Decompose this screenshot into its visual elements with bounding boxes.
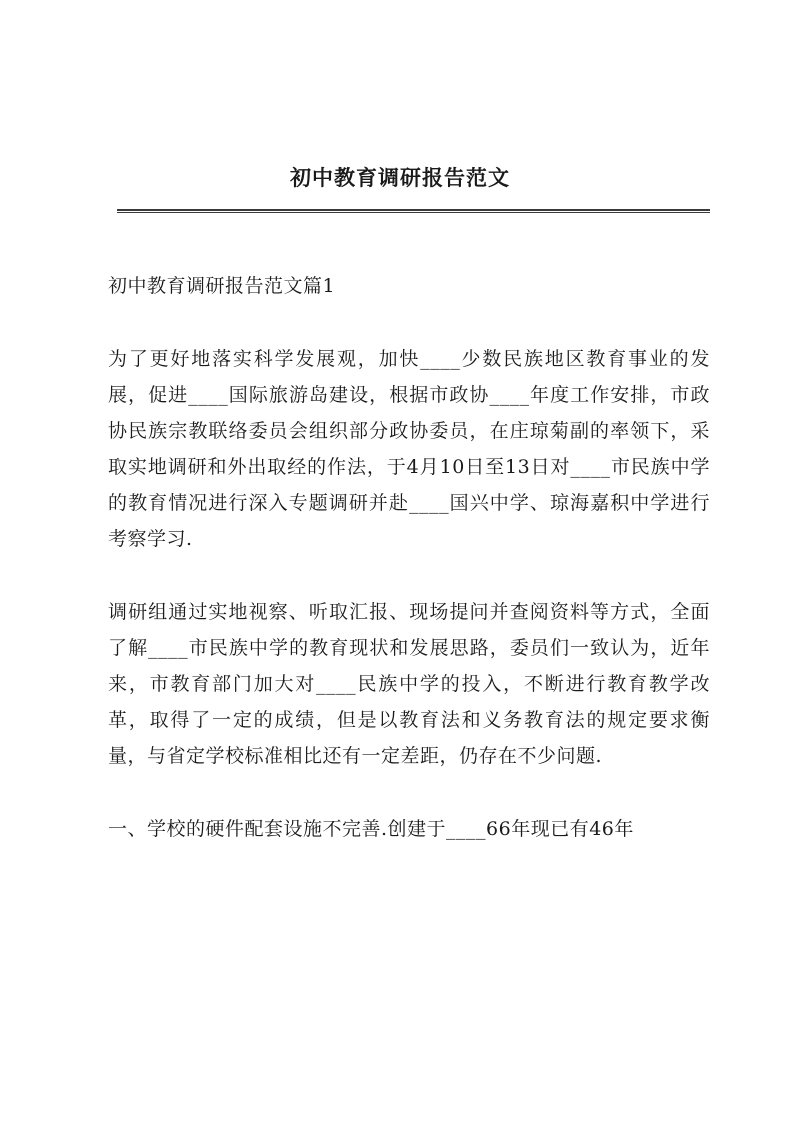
document-title: 初中教育调研报告范文 xyxy=(290,165,510,190)
paragraph-1: 为了更好地落实科学发展观，加快____少数民族地区教育事业的发展，促进____国际旅游岛建设，根据市政协____年度工作安排，市政协民族宗教联络委员会组织部分政协委员，在庄琼菊副的率领下，采取实地调研和外出取经的作法，于4月10日至13日对____市民族中学的教育情况进行深入专题调研并赴____国兴中学、琼海嘉积中学进行考察学习. xyxy=(108,348,710,550)
title-divider xyxy=(117,209,710,213)
section-heading: 初中教育调研报告范文篇1 xyxy=(108,275,336,297)
document-body xyxy=(108,268,710,884)
paragraph-3: 一、学校的硬件配套设施不完善.创建于____66年现已有46年 xyxy=(108,818,634,840)
paragraph-2: 调研组通过实地视察、听取汇报、现场提问并查阅资料等方式，全面了解____市民族中学的教育现状和发展思路，委员们一致认为，近年来，市教育部门加大对____民族中学的投入，不断进行教育教学改革，取得了一定的成绩，但是以教育法和义务教育法的规定要求衡量，与省定学校标准相比还有一定差距，仍存在不少问题. xyxy=(108,601,710,767)
